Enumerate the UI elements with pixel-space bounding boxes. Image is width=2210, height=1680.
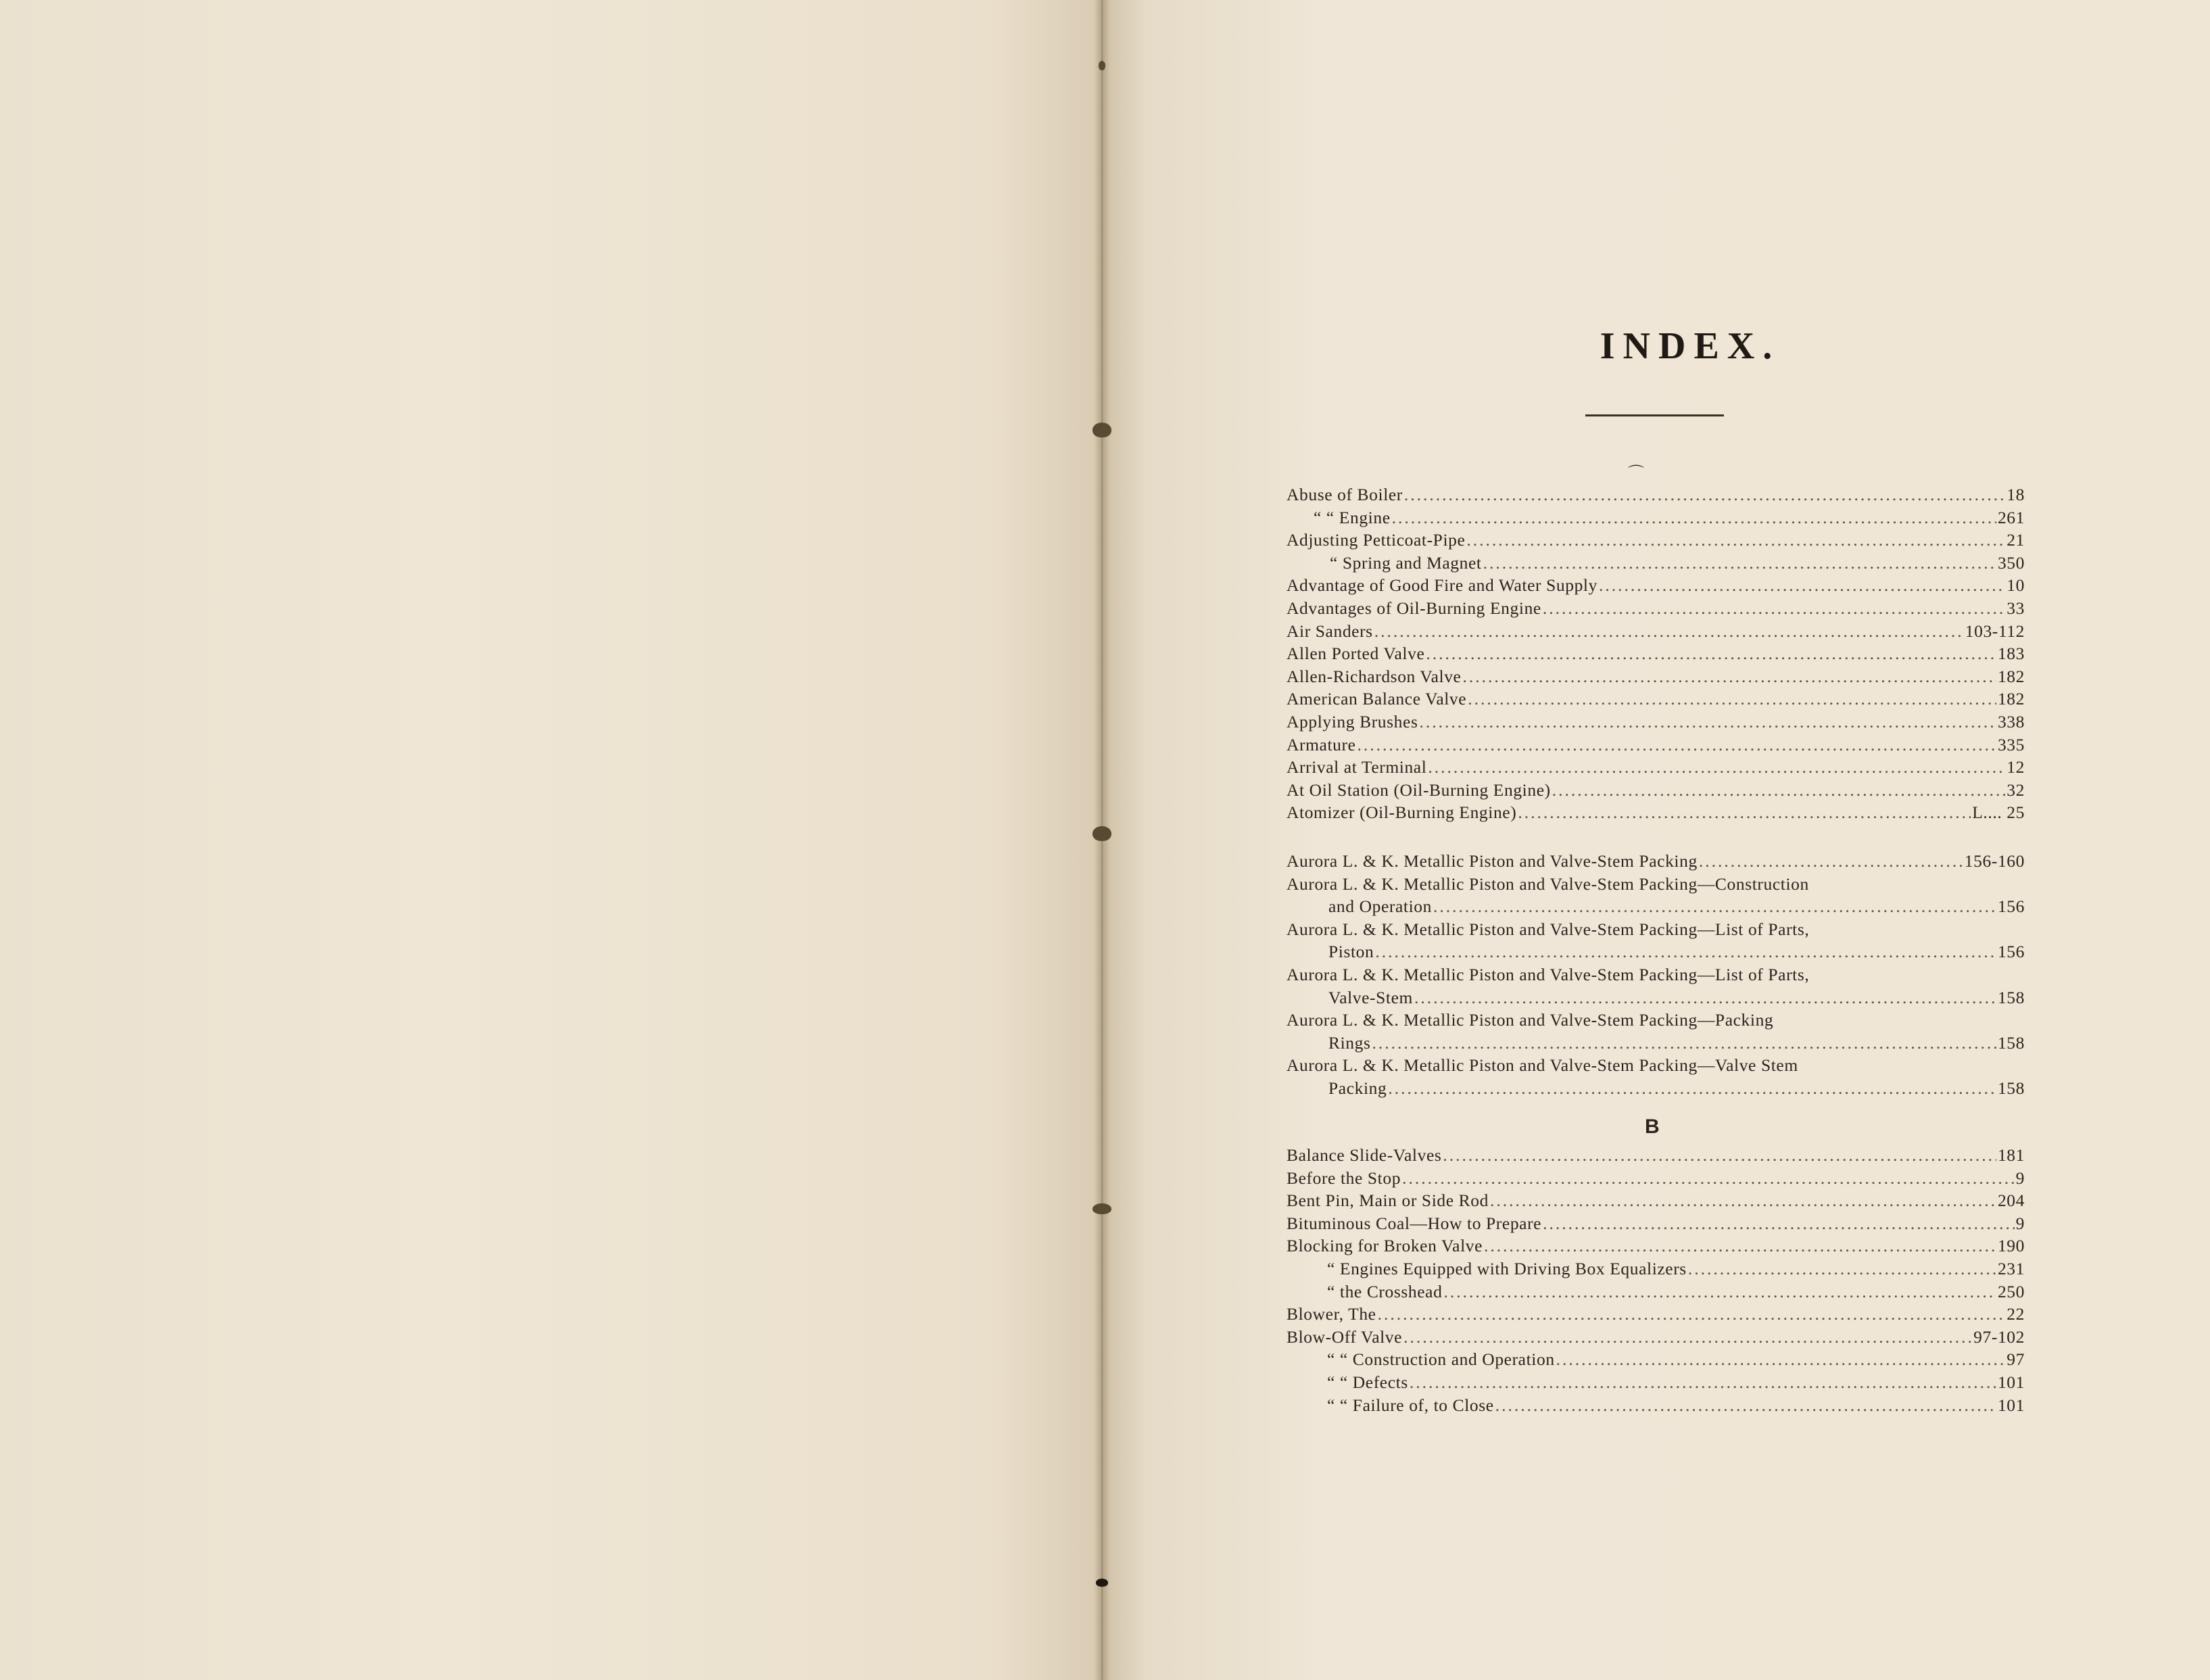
dot-leader	[1552, 779, 2006, 802]
dot-leader	[1433, 895, 1996, 918]
index-group-aurora	[1287, 850, 2025, 1100]
dot-leader	[1419, 711, 1996, 734]
entry-page: 9	[2015, 1168, 2025, 1188]
index-entry	[1287, 620, 2025, 643]
dot-leader	[1402, 1167, 2015, 1190]
entry-label: At Oil Station (Oil-Burning Engine)	[1287, 779, 1551, 800]
binding-stitch	[1099, 61, 1105, 70]
index-entry	[1287, 1280, 2025, 1303]
index-entry	[1287, 1371, 2025, 1394]
index-entry	[1287, 756, 2025, 779]
entry-page: 350	[1997, 552, 2025, 573]
index-entry	[1287, 1032, 2025, 1055]
index-entry	[1287, 665, 2025, 688]
entry-label: Atomizer (Oil-Burning Engine)	[1287, 802, 1517, 823]
entry-page: 250	[1997, 1281, 2025, 1301]
index-entry	[1287, 552, 2025, 575]
entry-label: Bent Pin, Main or Side Rod	[1287, 1191, 1489, 1211]
entry-page: 158	[1997, 1032, 2025, 1053]
index-entry	[1287, 734, 2025, 757]
entry-label: Advantages of Oil-Burning Engine	[1287, 598, 1541, 618]
dot-leader	[1372, 1032, 1996, 1055]
entry-label: Advantage of Good Fire and Water Supply	[1287, 575, 1598, 596]
dot-leader	[1688, 1257, 1996, 1280]
entry-page: L.... 25	[1972, 802, 2025, 823]
entry-page: 9	[2015, 1213, 2025, 1233]
binding-stitch	[1092, 1203, 1111, 1214]
index-entry	[1287, 688, 2025, 711]
entry-label: Blow-Off Valve	[1287, 1326, 1403, 1347]
entry-label: “ “ Failure of, to Close	[1327, 1395, 1494, 1415]
entry-page: 181	[1997, 1145, 2025, 1165]
dot-leader	[1443, 1280, 1996, 1303]
index-entry	[1287, 1234, 2025, 1257]
entry-label: Applying Brushes	[1287, 711, 1418, 731]
entry-page: 156	[1997, 896, 2025, 917]
entry-label: Allen-Richardson Valve	[1287, 666, 1462, 686]
entry-label: Bituminous Coal—How to Prepare	[1287, 1213, 1542, 1233]
entry-page: 261	[1997, 507, 2025, 527]
entry-label: Armature	[1287, 734, 1356, 754]
entry-page: 97-102	[1973, 1326, 2025, 1347]
entry-page: 32	[2007, 779, 2025, 800]
index-entry	[1287, 1257, 2025, 1280]
entry-page: 10	[2007, 575, 2025, 596]
entry-text-line: Aurora L. & K. Metallic Piston and Valve-Stem Packing—Valve Stem	[1287, 1055, 1798, 1076]
dot-leader	[1466, 529, 2005, 552]
dot-leader	[1403, 1326, 1972, 1349]
dot-leader	[1388, 1077, 1996, 1100]
entry-page: 33	[2007, 598, 2025, 618]
dot-leader	[1556, 1348, 2006, 1371]
entry-label: “ Spring and Magnet	[1330, 552, 1482, 573]
entry-text-line: Aurora L. & K. Metallic Piston and Valve-Stem Packing—List of Parts,	[1287, 964, 1810, 984]
entry-label: American Balance Valve	[1287, 689, 1467, 709]
index-entry	[1287, 895, 2025, 918]
entry-label: Valve-Stem	[1328, 987, 1413, 1007]
index-group-b	[1287, 1144, 2025, 1416]
dot-leader	[1495, 1394, 1996, 1417]
index-entry	[1287, 1303, 2025, 1326]
entry-page: 158	[1997, 1078, 2025, 1098]
index-entry	[1287, 1348, 2025, 1371]
dot-leader	[1483, 552, 1996, 575]
binding-stitch	[1092, 826, 1111, 841]
index-entry	[1287, 711, 2025, 734]
entry-label: Allen Ported Valve	[1287, 644, 1425, 664]
entry-page: 183	[1997, 644, 2025, 664]
entry-label: Rings	[1328, 1032, 1371, 1053]
entry-label: Balance Slide-Valves	[1287, 1145, 1442, 1165]
index-entry	[1287, 506, 2025, 529]
index-entry	[1287, 1167, 2025, 1190]
entry-label: Blocking for Broken Valve	[1287, 1236, 1483, 1256]
blank-left-page	[0, 0, 1102, 1680]
entry-page: 103-112	[1965, 621, 2025, 641]
entry-page: 335	[1997, 734, 2025, 754]
index-entry	[1287, 597, 2025, 620]
index-entry	[1287, 483, 2025, 506]
entry-label: “ “ Construction and Operation	[1327, 1349, 1555, 1370]
entry-page: 22	[2007, 1304, 2025, 1324]
dot-leader	[1490, 1189, 1996, 1212]
entry-label: Blower, The	[1287, 1304, 1376, 1324]
dot-leader	[1426, 642, 1996, 665]
entry-label: Packing	[1328, 1078, 1387, 1098]
entry-page: 18	[2007, 485, 2025, 504]
index-entry	[1287, 574, 2025, 597]
dot-leader	[1404, 483, 2005, 506]
entry-page: 101	[1997, 1395, 2025, 1415]
dot-leader	[1392, 506, 1996, 529]
index-entry	[1287, 986, 2025, 1009]
dot-leader	[1699, 850, 1963, 873]
dot-leader	[1462, 665, 1996, 688]
entry-page: 182	[1997, 689, 2025, 709]
dot-leader	[1428, 756, 2005, 779]
index-entry	[1287, 529, 2025, 552]
entry-label: Piston	[1328, 942, 1374, 962]
entry-page: 101	[1997, 1372, 2025, 1392]
dot-leader	[1484, 1234, 1996, 1257]
entry-label: and Operation	[1328, 896, 1432, 917]
index-group-a	[1287, 483, 2025, 824]
entry-label: Abuse of Boiler	[1287, 485, 1403, 504]
dot-leader	[1378, 1303, 2006, 1326]
entry-page: 12	[2007, 757, 2025, 777]
index-entry	[1287, 1189, 2025, 1212]
entry-page: 182	[1997, 666, 2025, 686]
entry-label: Before the Stop	[1287, 1168, 1401, 1188]
index-entry	[1287, 1144, 2025, 1167]
dot-leader	[1410, 1371, 1996, 1394]
index-entry	[1287, 1394, 2025, 1417]
entry-label: “ the Crosshead	[1327, 1281, 1443, 1301]
index-page	[1102, 0, 2210, 1680]
dot-leader	[1443, 1144, 1996, 1167]
dot-leader	[1414, 986, 1996, 1009]
entry-label: Arrival at Terminal	[1287, 757, 1427, 777]
binding-stitch	[1096, 1579, 1108, 1587]
dot-leader	[1599, 574, 2005, 597]
entry-text-line: Aurora L. & K. Metallic Piston and Valve-Stem Packing—List of Parts,	[1287, 919, 1810, 939]
dot-leader	[1375, 940, 1996, 963]
entry-page: 97	[2007, 1349, 2025, 1370]
entry-label: Air Sanders	[1287, 621, 1373, 641]
entry-page: 156	[1997, 942, 2025, 962]
dot-leader	[1468, 688, 1996, 711]
entry-page: 190	[1997, 1236, 2025, 1256]
index-entry	[1287, 642, 2025, 665]
index-entry	[1287, 940, 2025, 963]
entry-label: “ “ Engine	[1314, 507, 1391, 527]
dot-leader	[1543, 597, 2005, 620]
index-entry	[1287, 850, 2025, 873]
index-entry	[1287, 801, 2025, 824]
entry-page: 338	[1997, 711, 2025, 731]
entry-page: 204	[1997, 1191, 2025, 1211]
entry-label: Adjusting Petticoat-Pipe	[1287, 530, 1466, 550]
entry-page: 158	[1997, 987, 2025, 1007]
dot-leader	[1518, 801, 1971, 824]
entry-text-line: Aurora L. & K. Metallic Piston and Valve-Stem Packing—Construction	[1287, 873, 1809, 894]
entry-text-line: Aurora L. & K. Metallic Piston and Valve-Stem Packing—Packing	[1287, 1010, 1774, 1030]
page-title: INDEX.	[1600, 325, 1781, 367]
entry-page: 231	[1997, 1258, 2025, 1278]
entry-label: Aurora L. & K. Metallic Piston and Valve-Stem Packing	[1287, 851, 1698, 871]
dot-leader	[1543, 1212, 2015, 1235]
index-entry	[1287, 1212, 2025, 1235]
entry-page: 156-160	[1964, 851, 2025, 871]
section-a-mark: ⌒	[1628, 465, 1644, 483]
entry-label: “ “ Defects	[1327, 1372, 1408, 1392]
section-letter-b: B	[1645, 1115, 1660, 1138]
index-entry	[1287, 779, 2025, 802]
title-rule	[1585, 414, 1724, 416]
dot-leader	[1358, 734, 1996, 757]
entry-page: 21	[2007, 530, 2025, 550]
index-entry	[1287, 1326, 2025, 1349]
index-entry	[1287, 1077, 2025, 1100]
entry-label: “ Engines Equipped with Driving Box Equalizers	[1327, 1258, 1687, 1278]
binding-stitch	[1092, 423, 1111, 437]
dot-leader	[1374, 620, 1964, 643]
